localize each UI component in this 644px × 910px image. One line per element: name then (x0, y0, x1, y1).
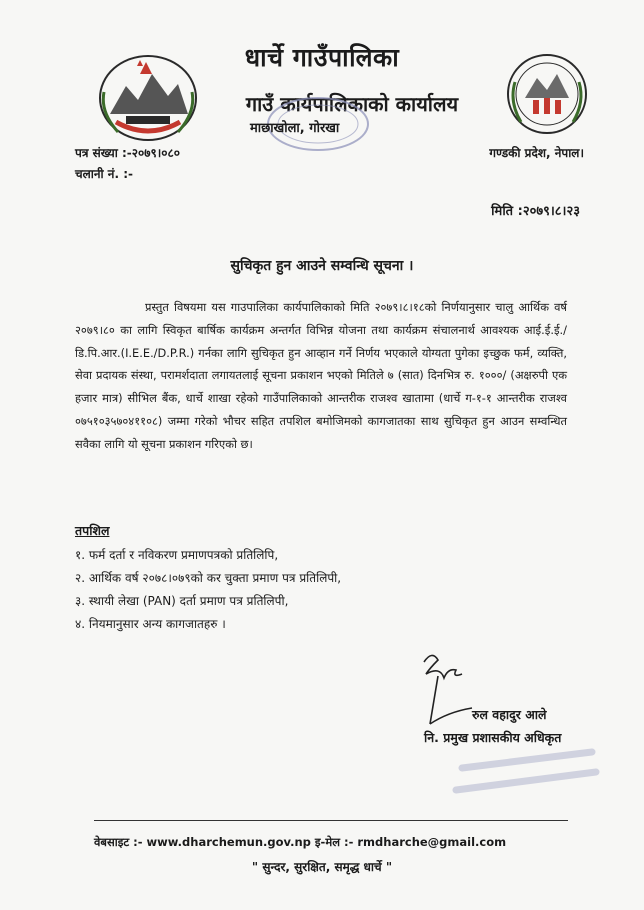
list-title: तपशिल (75, 523, 110, 538)
letter-number: पत्र संख्या :-२०७९।०८० (75, 146, 181, 160)
list-item: २. आर्थिक वर्ष २०७८।०७९को कर चुक्ता प्रमाण पत्र प्रतिलिपी, (75, 571, 342, 585)
list-item: ३. स्थायी लेखा (PAN) दर्ता प्रमाण पत्र प्रतिलिपी, (75, 594, 289, 608)
notice-body: प्रस्तुत विषयमा यस गाउपालिका कार्यपालिकाको मिति २०७९।८।१८को निर्णयानुसार चालु आर्थिक वर्ष २०७९।८० का लागि स्विकृत बार्षिक कार्यक्रम अन्तर्गत विभिन्न योजना तथा कार्यक्रम संचालनार्थ आवश्यक आई.ई.ई./डि.पि.आर.(I.E.E./D.P.R.) गर्नका लागि सुचिकृत हुन आव्हान गर्ने निर्णय भएकाले योग्यता पुगेका इच्छुक फर्म, व्यक्ति, सेवा प्रदायक संस्था, परामर्शदाता लगायतलाई सूचना प्रकाशन भएको मितिले ७ (सात) दिनभित्र रु. १०००/ (अक्षरुपी एक हजार मात्र) सीभिल बैंक, धार्चे शाखा रहेको गाउँपालिकाको आन्तरीक राजश्व खातामा (धार्चे ग-१-१ आन्तरीक राजश्व ०७५१०३५७०४११०८) जम्मा गरेको भौचर सहित तपशिल बमोजिमको कागजातका साथ सुचिकृत हुन आउन सम्वन्धित सवैका लागि यो सूचना प्रकाशन गरिएको छ। (75, 300, 567, 451)
list-item: ४. नियमानुसार अन्य कागजातहरु । (75, 617, 226, 631)
letter-date: मिति :२०७९।८।२३ (491, 204, 580, 219)
dispatch-number: चलानी नं. :- (75, 167, 133, 181)
province: गण्डकी प्रदेश, नेपाल। (489, 146, 584, 160)
requirements-list (75, 544, 341, 636)
notice-subject: सुचिकृत हुन आउने सम्वन्धि सूचना । (230, 258, 414, 274)
office-subtitle: गाउँ कार्यपालिकाको कार्यालय (245, 92, 459, 116)
signature-seal-icon (442, 738, 602, 798)
footer-divider (94, 820, 568, 821)
office-address: माछाखोला, गोरखा (250, 121, 340, 136)
signer-name: रुल वहादुर आले (472, 707, 547, 722)
signature-icon (418, 648, 480, 728)
signer-title: नि. प्रमुख प्रशासकीय अधिकृत (424, 730, 562, 745)
footer-slogan: " सुन्दर, सुरक्षित, समृद्ध धार्चे " (251, 860, 393, 874)
footer-contact: वेबसाइट :- www.dharchemun.gov.np इ-मेल :- rmdharche@gmail.com (94, 835, 507, 849)
list-item: १. फर्म दर्ता र नविकरण प्रमाणपत्रको प्रतिलिपि, (75, 548, 279, 562)
office-name: धार्चे गाउँपालिका (244, 43, 400, 72)
